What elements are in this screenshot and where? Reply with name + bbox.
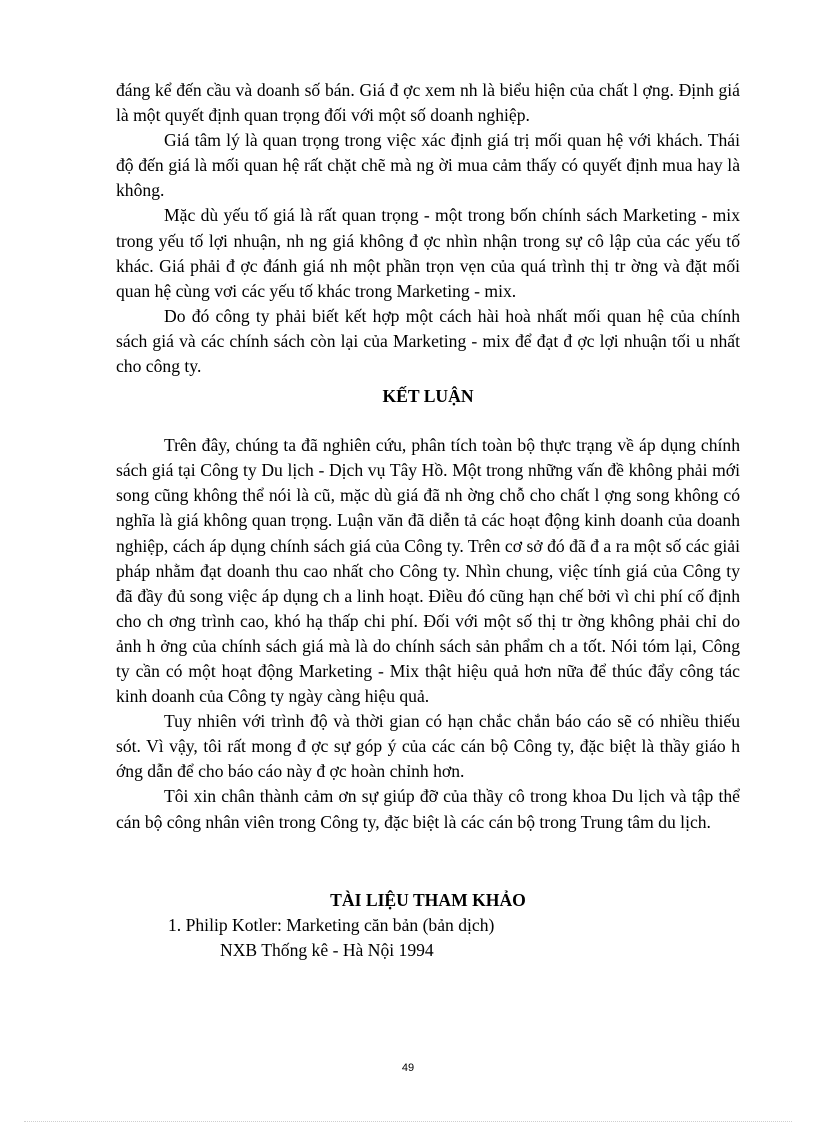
conclusion-section: [116, 433, 740, 835]
references-list: [116, 913, 740, 963]
paragraph: Tuy nhiên với trình độ và thời gian có hạn chắc chắn báo cáo sẽ có nhiều thiếu sót. Vì vậy, tôi rất mong đ ợc sự góp ý của các cán bộ Công ty, đặc biệt là thầy giáo h ớng dẫn để cho báo cáo này đ ợc hoàn chỉnh hơn.: [116, 711, 740, 782]
reference-publisher: NXB Thống kê - Hà Nội 1994: [220, 939, 434, 960]
paragraph: đáng kể đến cầu và doanh số bán. Giá đ ợc xem nh là biểu hiện của chất l ợng. Định giá là một quyết định quan trọng đối với một số doanh nghiệp.: [116, 80, 740, 126]
paragraph: Mặc dù yếu tố giá là rất quan trọng - một trong bốn chính sách Marketing - mix trong yếu tố lợi nhuận, nh ng giá không đ ợc nhìn nhận trong sự cô lập của các yếu tố khác. Giá phải đ ợc đánh giá nh một phần trọn vẹn của quá trình thị tr ờng và đặt mối quan hệ cùng vơi các yếu tố khác trong Marketing - mix.: [116, 205, 740, 301]
document-page: [116, 78, 740, 963]
references-heading: TÀI LIỆU THAM KHẢO: [330, 889, 526, 910]
footer-divider: [24, 1121, 792, 1122]
body-section-top: [116, 78, 740, 379]
paragraph: Giá tâm lý là quan trọng trong việc xác định giá trị mối quan hệ với khách. Thái độ đến giá là mối quan hệ rất chặt chẽ mà ng ời mua cảm thấy có quyết định mua hay là không.: [116, 130, 740, 201]
paragraph: Do đó công ty phải biết kết hợp một cách hài hoà nhất mối quan hệ của chính sách giá và các chính sách còn lại của Marketing - mix để đạt đ ợc lợi nhuận tối u nhất cho công ty.: [116, 305, 740, 377]
page-number: 49: [401, 1062, 415, 1074]
reference-item: 1. Philip Kotler: Marketing căn bản (bản dịch): [168, 914, 495, 935]
paragraph: Tôi xin chân thành cảm ơn sự giúp đỡ của thầy cô trong khoa Du lịch và tập thể cán bộ công nhân viên trong Công ty, đặc biệt là các cán bộ trong Trung tâm du lịch.: [116, 786, 740, 832]
paragraph: Trên đây, chúng ta đã nghiên cứu, phân tích toàn bộ thực trạng về áp dụng chính sách giá tại Công ty Du lịch - Dịch vụ Tây Hồ. Một trong những vấn đề không phải mới song cũng không thể nói là cũ, mặc dù giá đã nh ờng chỗ cho chất l ợng song không có nghĩa là giá không quan trọng. Luận văn đã diễn tả các hoạt động kinh doanh của doanh nghiệp, cách áp dụng chính sách giá của Công ty. Trên cơ sở đó đã đ a ra một số các giải pháp nhằm đạt doanh thu cao nhất cho Công ty. Nhìn chung, việc tính giá của Công ty đã đầy đủ song việc áp dụng ch a linh hoạt. Điều đó cũng hạn chế bởi vì chi phí cố định cho ch ơng trình cao, khó hạ thấp chi phí. Đối với một số thị tr ờng không phải chỉ do ảnh h ởng của chính sách giá mà là do chính sách sản phẩm ch a tốt. Nói tóm lại, Công ty cần có một hoạt động Marketing - Mix thật hiệu quả hơn nữa để thúc đẩy công tác kinh doanh của Công ty ngày càng hiệu quả.: [116, 435, 740, 707]
conclusion-heading: KẾT LUẬN: [382, 386, 474, 407]
